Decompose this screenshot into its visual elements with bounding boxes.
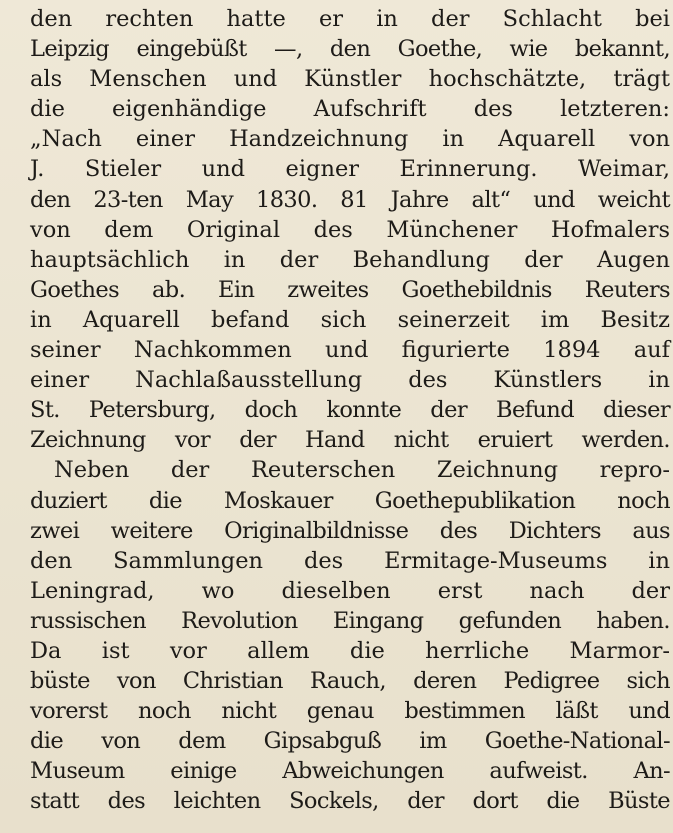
text-line: die von dem Gipsabguß im Goethe-National- (30, 728, 670, 755)
text-line: duziert die Moskauer Goethepublikation noch (30, 487, 670, 514)
text-line: statt des leichten Sockels, der dort die Büste (30, 788, 670, 815)
text-line: seiner Nachkommen und figurierte 1894 auf (30, 337, 670, 364)
text-line: den rechten hatte er in der Schlacht bei (30, 6, 670, 32)
text-line: Leipzig eingebüßt —, den Goethe, wie bekannt, (30, 36, 670, 63)
text-line: zwei weitere Originalbildnisse des Dichters aus (30, 517, 670, 544)
text-line: Zeichnung vor der Hand nicht eruiert werden. (30, 427, 670, 454)
text-line: J. Stieler und eigner Erinnerung. Weimar, (30, 156, 670, 183)
text-line: büste von Christian Rauch, deren Pedigree sich (30, 668, 670, 695)
text-line: russischen Revolution Eingang gefunden haben. (30, 607, 670, 634)
text-line: den Sammlungen des Ermitage-Museums in (30, 547, 670, 574)
text-line: St. Petersburg, doch konnte der Befund dieser (30, 397, 670, 424)
text-line: einer Nachlaßausstellung des Künstlers in (30, 367, 670, 394)
text-line: in Aquarell befand sich seinerzeit im Besitz (30, 306, 670, 333)
text-line: „Nach einer Handzeichnung in Aquarell von (30, 126, 670, 153)
text-line: als Menschen und Künstler hochschätzte, trägt (30, 66, 670, 93)
text-line: vorerst noch nicht genau bestimmen läßt und (30, 698, 670, 725)
text-line: den 23-ten May 1830. 81 Jahre alt“ und weicht (30, 186, 670, 213)
text-line: Goethes ab. Ein zweites Goethebildnis Reuters (30, 276, 670, 303)
text-line: Museum einige Abweichungen aufweist. An- (30, 758, 670, 785)
text-line: Leningrad, wo dieselben erst nach der (30, 577, 670, 604)
text-line: Da ist vor allem die herrliche Marmor- (30, 637, 670, 664)
paragraph-first-line: Neben der Reuterschen Zeichnung repro- (54, 457, 670, 484)
body-text (30, 4, 670, 817)
text-line: die eigenhändige Aufschrift des letzteren: (30, 96, 670, 123)
text-line: von dem Original des Münchener Hofmalers (30, 216, 670, 243)
text-line: hauptsächlich in der Behandlung der Augen (30, 246, 670, 273)
